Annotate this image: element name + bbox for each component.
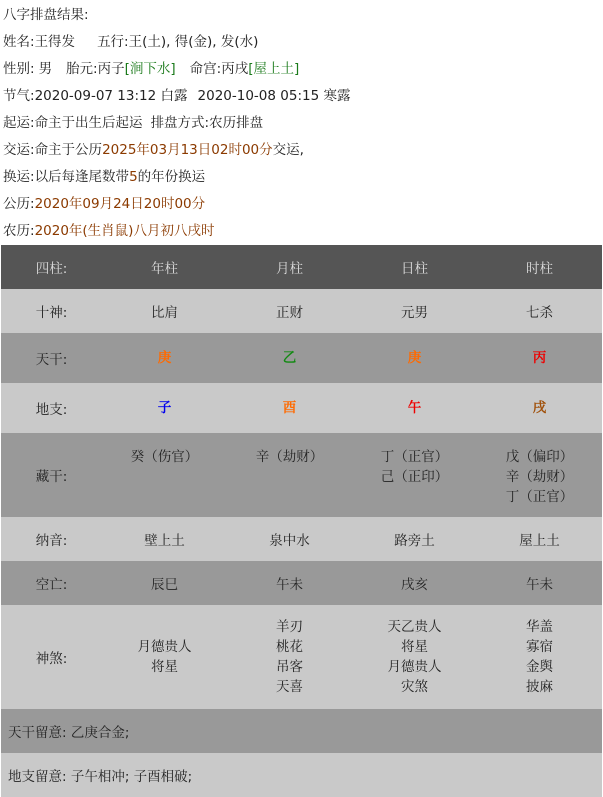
shensha-item: 桃花 — [276, 639, 303, 655]
pillar-month-header: 月柱 — [276, 261, 303, 277]
minggong-value: 丙戌 — [221, 61, 249, 77]
canggan-cell — [352, 433, 477, 517]
shensha-item: 天喜 — [276, 679, 303, 695]
pillar-hour-header: 时柱 — [526, 261, 553, 277]
shensha-cell — [352, 605, 477, 709]
nayin-cell: 屋上土 — [519, 533, 560, 549]
nayin-cell: 壁上土 — [144, 533, 185, 549]
taiyuan-nayin: [涧下水] — [124, 61, 176, 77]
shishen-cell: 比肩 — [151, 305, 178, 321]
shishen-cell: 七杀 — [526, 305, 553, 321]
tiangan-note-row — [1, 709, 602, 753]
shensha-item: 羊刃 — [276, 619, 303, 635]
canggan-item: 丁（正官） — [380, 449, 449, 465]
name-wuxing: 王(土), 得(金), 发(水) — [128, 34, 259, 50]
shensha-item: 披麻 — [526, 679, 553, 695]
dizhi-row — [1, 383, 602, 433]
bazi-info — [0, 0, 603, 245]
taiyuan-value: 丙子 — [97, 61, 125, 77]
canggan-item: 癸（伤官） — [130, 449, 199, 465]
jieqi-start: 2020-09-07 13:12 白露 — [34, 88, 188, 104]
tiangan-char: 丙 — [532, 350, 547, 366]
jiaoyun-line: 交运:命主于公历2025年03月13日02时00分交运, — [3, 142, 304, 158]
bazi-chart-table — [1, 245, 602, 797]
kongwang-cell: 戌亥 — [401, 577, 428, 593]
gender-line: 性别: 男 胎元:丙子[涧下水] 命宫:丙戌[屋上土] — [3, 61, 300, 77]
name-line: 姓名:王得发 五行:王(土), 得(金), 发(水) — [3, 34, 259, 50]
shensha-item: 月德贵人 — [387, 659, 442, 675]
pillar-header-row — [1, 245, 602, 289]
nongli-line: 农历:2020年(生肖鼠)八月初八戌时 — [3, 223, 215, 239]
canggan-item: 辛（劫财） — [255, 449, 324, 465]
paipan-method: 农历排盘 — [209, 115, 264, 131]
shensha-item: 寡宿 — [526, 639, 553, 655]
qiyun-value: 命主于出生后起运 — [34, 115, 143, 131]
huanyun-number: 5 — [129, 169, 138, 185]
shensha-item: 华盖 — [526, 619, 553, 635]
jieqi-end: 2020-10-08 05:15 寒露 — [197, 88, 351, 104]
huanyun-line: 换运:以后每逢尾数带5的年份换运 — [3, 169, 206, 185]
kongwang-row — [1, 561, 602, 605]
shensha-item: 月德贵人 — [137, 639, 192, 655]
gongli-line: 公历:2020年09月24日20时00分 — [3, 196, 206, 212]
row-label: 藏干: — [35, 469, 68, 485]
canggan-item: 辛（劫财） — [505, 469, 574, 485]
person-name: 王得发 — [34, 34, 76, 50]
canggan-item: 戊（偏印） — [505, 449, 574, 465]
dizhi-char: 酉 — [282, 400, 297, 416]
shensha-item: 吊客 — [276, 659, 303, 675]
dizhi-char: 午 — [407, 400, 422, 416]
nongli-date: 2020年(生肖鼠)八月初八戌时 — [34, 223, 215, 239]
nayin-cell: 路旁土 — [394, 533, 435, 549]
canggan-row — [1, 433, 602, 517]
kongwang-cell: 午未 — [526, 577, 553, 593]
canggan-cell — [227, 433, 352, 517]
shensha-cell — [227, 605, 352, 709]
row-label: 十神: — [35, 305, 68, 321]
minggong-nayin: [屋上土] — [248, 61, 300, 77]
row-label: 纳音: — [35, 533, 68, 549]
shensha-item: 将星 — [401, 639, 428, 655]
shishen-row — [1, 289, 602, 333]
row-label: 空亡: — [35, 577, 68, 593]
shensha-item: 灾煞 — [401, 679, 428, 695]
tiangan-char: 庚 — [157, 350, 172, 366]
tiangan-row — [1, 333, 602, 383]
dizhi-note: 地支留意: 子午相冲; 子酉相破; — [8, 769, 193, 785]
shishen-cell: 正财 — [276, 305, 303, 321]
jieqi-line: 节气:2020-09-07 13:12 白露 2020-10-08 05:15 寒露 — [3, 88, 351, 104]
shensha-cell — [102, 605, 227, 709]
shishen-cell: 元男 — [401, 305, 428, 321]
tiangan-note: 天干留意: 乙庚合金; — [8, 725, 130, 741]
nayin-row — [1, 517, 602, 561]
jiaoyun-date: 2025年03月13日02时00分 — [102, 142, 273, 158]
canggan-item: 己（正印） — [380, 469, 449, 485]
pillar-year-header: 年柱 — [151, 261, 178, 277]
kongwang-cell: 辰巳 — [151, 577, 178, 593]
tiangan-char: 乙 — [282, 350, 297, 366]
dizhi-char: 子 — [157, 400, 172, 416]
kongwang-cell: 午未 — [276, 577, 303, 593]
row-label: 天干: — [35, 352, 68, 368]
gongli-date: 2020年09月24日20时00分 — [34, 196, 206, 212]
result-title: 八字排盘结果: — [3, 7, 89, 23]
canggan-cell — [477, 433, 602, 517]
shensha-item: 金舆 — [526, 659, 553, 675]
canggan-cell — [102, 433, 227, 517]
row-label: 四柱: — [35, 261, 68, 277]
dizhi-note-row — [1, 753, 602, 797]
shensha-row — [1, 605, 602, 709]
canggan-item: 丁（正官） — [505, 489, 574, 505]
shensha-item: 将星 — [151, 659, 178, 675]
nayin-cell: 泉中水 — [269, 533, 310, 549]
shensha-item: 天乙贵人 — [387, 619, 442, 635]
shensha-cell — [477, 605, 602, 709]
dizhi-char: 戌 — [532, 400, 547, 416]
tiangan-char: 庚 — [407, 350, 422, 366]
pillar-day-header: 日柱 — [401, 261, 428, 277]
qiyun-line: 起运:命主于出生后起运 排盘方式:农历排盘 — [3, 115, 264, 131]
row-label: 地支: — [35, 402, 68, 418]
row-label: 神煞: — [35, 651, 68, 667]
gender-value: 男 — [38, 61, 53, 77]
